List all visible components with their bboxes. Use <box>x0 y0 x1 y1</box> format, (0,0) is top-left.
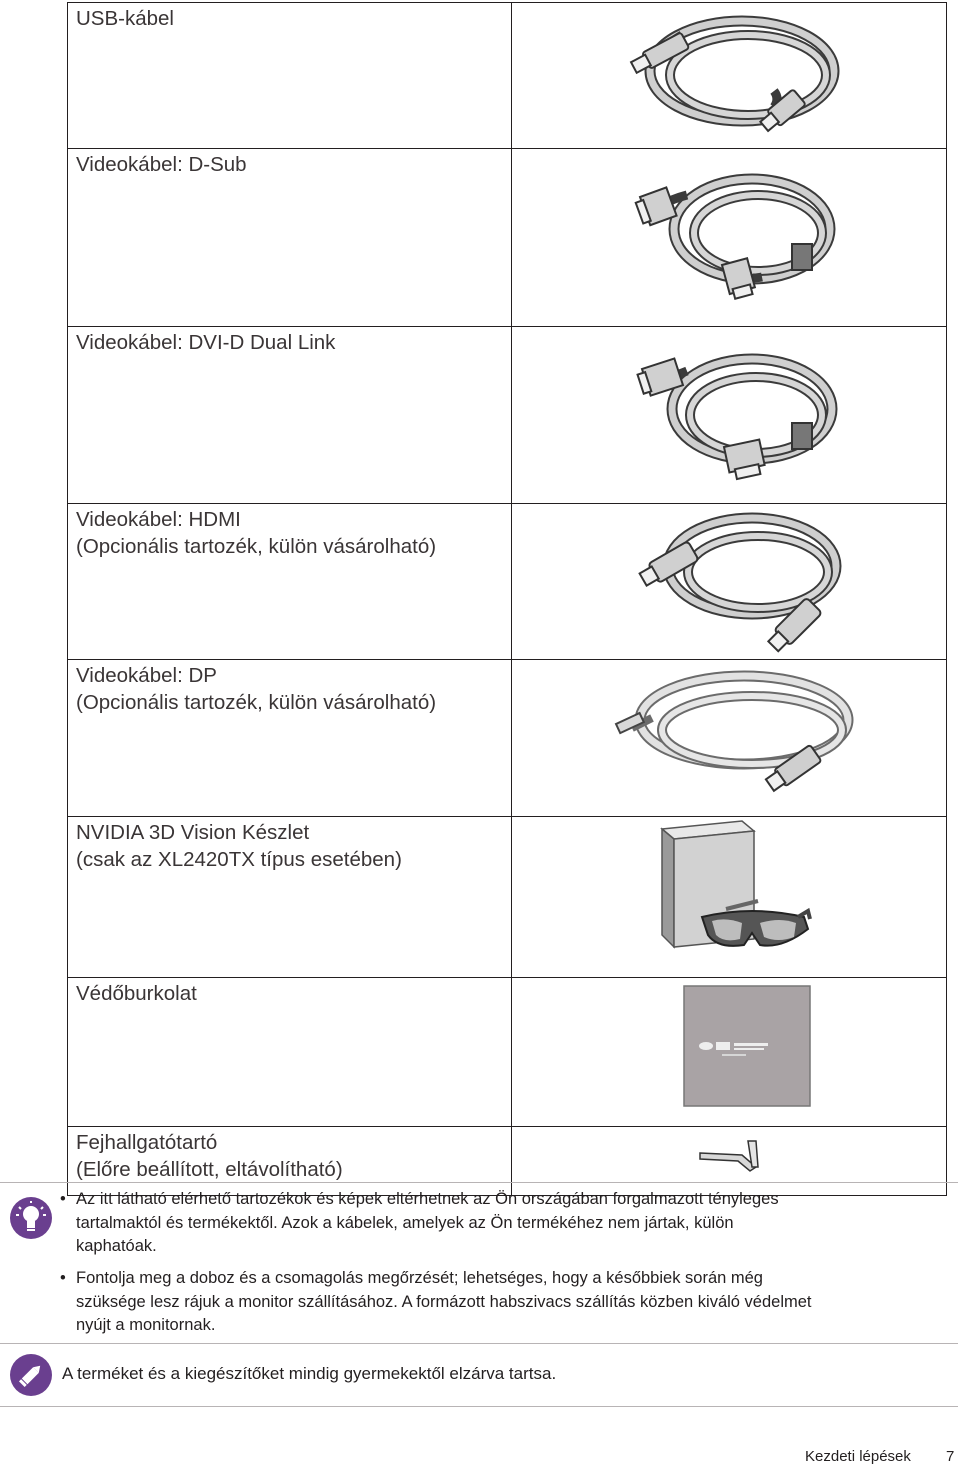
accessory-name: Védőburkolat <box>76 982 197 1005</box>
lightbulb-icon <box>10 1197 52 1239</box>
nvidia-3d-vision-kit-picture <box>512 817 947 978</box>
accessory-row <box>68 3 947 149</box>
bullet-icon: • <box>60 1269 66 1287</box>
accessory-name: Fejhallgatótartó <box>76 1131 218 1154</box>
accessory-row <box>68 149 947 327</box>
accessory-name: USB-kábel <box>76 7 174 30</box>
accessory-name: NVIDIA 3D Vision Készlet <box>76 821 310 844</box>
accessories-table <box>67 2 947 1196</box>
tip-line: szüksége lesz rájuk a monitor szállításához. A formázott habszivacs szállítás közben kiváló védelmet <box>76 1292 812 1311</box>
note-text: A terméket és a kiegészítőket mindig gyermekektől elzárva tartsa. <box>62 1364 557 1383</box>
accessory-note: (Opcionális tartozék, külön vásárolható) <box>76 690 437 714</box>
accessory-label <box>68 327 512 504</box>
accessory-name: Videokábel: DP <box>76 664 217 687</box>
divider <box>0 1182 958 1183</box>
accessory-row <box>68 660 947 817</box>
tip-line: kaphatóak. <box>76 1237 157 1255</box>
tip-line: nyújt a monitornak. <box>76 1316 216 1334</box>
accessory-name: Videokábel: HDMI <box>76 508 241 531</box>
accessory-row <box>68 978 947 1127</box>
dp-cable-picture <box>512 660 947 817</box>
tip-item <box>62 1267 952 1338</box>
accessory-label <box>68 1127 512 1196</box>
usb-cable-picture <box>512 3 947 149</box>
accessory-note: (Előre beállított, eltávolítható) <box>76 1157 343 1181</box>
headphone-hook-picture <box>512 1127 947 1196</box>
accessory-label <box>68 3 512 149</box>
tip-line: Fontolja meg a doboz és a csomagolás megőrzését; lehetséges, hogy a későbbiek során még <box>76 1269 763 1287</box>
accessory-note: (Opcionális tartozék, külön vásárolható) <box>76 534 437 558</box>
accessory-row <box>68 327 947 504</box>
accessory-label <box>68 660 512 817</box>
page-number: 7 <box>946 1448 955 1465</box>
dvi-cable-picture <box>512 327 947 504</box>
pencil-icon <box>10 1354 52 1396</box>
accessory-label <box>68 504 512 660</box>
accessory-name: Videokábel: DVI-D Dual Link <box>76 331 336 354</box>
divider <box>0 1406 958 1407</box>
tip-line: tartalmaktól és termékektől. Azok a kábelek, amelyek az Ön termékéhez nem jártak, külön <box>76 1213 734 1232</box>
accessory-label <box>68 149 512 327</box>
accessory-row <box>68 1127 947 1196</box>
hdmi-cable-picture <box>512 504 947 660</box>
footer-section-title: Kezdeti lépések <box>805 1448 911 1465</box>
dust-cover-picture <box>512 978 947 1127</box>
accessory-label <box>68 978 512 1127</box>
accessory-row <box>68 504 947 660</box>
accessory-row <box>68 817 947 978</box>
accessory-note: (csak az XL2420TX típus esetében) <box>76 847 402 871</box>
tip-line: Az itt látható elérhető tartozékok és képek eltérhetnek az Ön országában forgalmazott tényleges <box>76 1190 779 1208</box>
tip-item <box>62 1188 952 1259</box>
dsub-cable-picture <box>512 149 947 327</box>
accessory-name: Videokábel: D-Sub <box>76 153 247 176</box>
divider <box>0 1343 958 1344</box>
bullet-icon: • <box>60 1190 66 1208</box>
accessory-label <box>68 817 512 978</box>
